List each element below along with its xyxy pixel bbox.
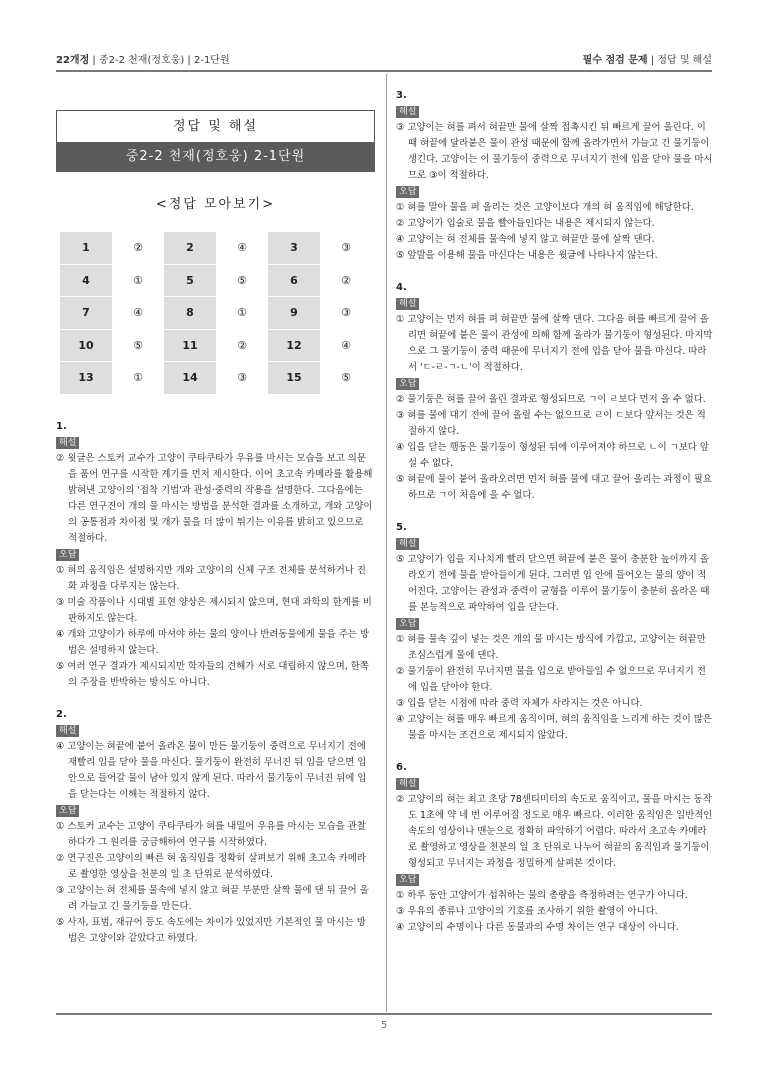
- page-title: 정답 및 해설: [56, 110, 375, 143]
- answer-question-number: 14: [164, 362, 216, 395]
- explanation-tag: 해설: [396, 106, 419, 118]
- header-edition: 22개정: [56, 55, 90, 66]
- explanation-text: ① 고양이는 먼저 혀를 펴 혀끝만 물에 살짝 댄다. 그다음 혀를 빠르게 끌어 올리면 혀끝에 붙은 물이 관성에 의해 함께 올라가 물기둥이 형성된다. 마지막으로 그 물기둥이 중력 때문에 무너지기 전에 입을 닫아 물을 마신다. 따라서 'ㄷ-ㄹ-ㄱ-ㄴ'이 적절하다.: [396, 314, 713, 373]
- footer-divider: [56, 1013, 712, 1015]
- question-number: 5.: [396, 522, 407, 533]
- wrong-answer-tag-row: [56, 547, 374, 563]
- header-left: [56, 51, 230, 66]
- explanation-tag: 해설: [396, 538, 419, 550]
- wrong-answer-item: ⑤ 혀끝에 물이 붙어 올라오려면 먼저 혀를 물에 대고 끌어 올리는 과정이 필요하므로 ㄱ이 처음에 올 수 없다.: [396, 474, 712, 501]
- explanation-tag-row: [396, 104, 714, 120]
- wrong-answer-tag: 오답: [396, 618, 419, 630]
- explanation-text: ③ 고양이는 혀를 펴서 혀끝만 물에 살짝 접촉시킨 뒤 빠르게 끌어 올린다. 이때 혀끝에 달라붙은 물이 관성 때문에 함께 올라가면서 가늘고 긴 물기둥이 생긴다. 고양이는 이 물기둥이 중력으로 무너지기 전에 입을 닫아 물을 마시므로 ③이 적절하다.: [396, 122, 713, 181]
- answer-choice: ①: [216, 297, 268, 330]
- page-number: 5: [380, 1020, 388, 1031]
- answer-question-number: 12: [268, 329, 320, 362]
- wrong-answer-item: ② 물기둥이 완전히 무너지면 물을 입으로 받아들일 수 없으므로 무너지기 전에 입을 닫아야 한다.: [396, 666, 706, 693]
- page-subtitle: 중2-2 천재(정호웅) 2-1단원: [56, 142, 375, 172]
- answer-row: [60, 297, 372, 330]
- answer-question-number: 5: [164, 264, 216, 297]
- wrong-answer-item: ② 물기둥은 혀를 끌어 올린 결과로 형성되므로 ㄱ이 ㄹ보다 먼저 올 수 없다.: [396, 394, 706, 405]
- wrong-answer-item: ① 하루 동안 고양이가 섭취하는 물의 총량을 측정하려는 연구가 아니다.: [396, 890, 688, 901]
- answer-question-number: 2: [164, 232, 216, 264]
- answer-choice: ⑤: [112, 329, 164, 362]
- answer-question-number: 13: [60, 362, 112, 395]
- answer-summary-title: <정답 모아보기>: [155, 197, 276, 212]
- header-course: | 중2-2 천재(정호웅) | 2-1단원: [89, 55, 230, 66]
- wrong-answer-item: ⑤ 앞발을 이용해 물을 마신다는 내용은 윗글에 나타나지 않는다.: [396, 250, 658, 261]
- answer-question-number: 9: [268, 297, 320, 330]
- answer-question-number: 15: [268, 362, 320, 395]
- explanation-tag-row: [56, 723, 374, 739]
- answer-choice: ②: [320, 264, 372, 297]
- answer-choice: ③: [320, 232, 372, 264]
- wrong-answer-item: ② 고양이가 입술로 물을 빨아들인다는 내용은 제시되지 않는다.: [396, 218, 655, 229]
- question-block-2: [56, 707, 374, 947]
- explanation-tag: 해설: [56, 437, 79, 449]
- wrong-answer-tag: 오답: [56, 549, 79, 561]
- wrong-answer-item: ② 연구진은 고양이의 빠른 혀 움직임을 정확히 살펴보기 위해 초고속 카메라로 촬영한 영상을 천분의 일 초 단위로 분석하였다.: [56, 853, 366, 880]
- wrong-answer-item: ④ 고양이는 혀 전체를 물속에 넣지 않고 혀끝만 물에 살짝 댄다.: [396, 234, 655, 245]
- explanation-tag: 해설: [396, 778, 419, 790]
- question-number: 6.: [396, 762, 407, 773]
- explanation-tag-row: [396, 296, 714, 312]
- left-column: [56, 419, 374, 947]
- wrong-answer-item: ⑤ 여러 연구 결과가 제시되지만 학자들의 견해가 서로 대립하지 않으며, 한쪽의 주장을 반박하는 방식도 아니다.: [56, 661, 369, 688]
- answer-question-number: 11: [164, 329, 216, 362]
- answer-row: [60, 362, 372, 395]
- wrong-answer-item: ① 혀의 움직임은 설명하지만 개와 고양이의 신체 구조 전체를 분석하거나 진화 과정을 다루지는 않는다.: [56, 565, 366, 592]
- wrong-answer-tag: 오답: [56, 805, 79, 817]
- wrong-answer-item: ④ 입을 닫는 행동은 물기둥이 형성된 뒤에 이루어져야 하므로 ㄴ이 ㄱ보다 앞설 수 없다.: [396, 442, 709, 469]
- wrong-answer-tag: 오답: [396, 378, 419, 390]
- wrong-answer-tag-row: [396, 376, 714, 392]
- answer-choice: ④: [320, 329, 372, 362]
- answer-question-number: 7: [60, 297, 112, 330]
- wrong-answer-item: ① 혀를 물속 깊이 넣는 것은 개의 물 마시는 방식에 가깝고, 고양이는 혀끝만 조심스럽게 물에 댄다.: [396, 634, 706, 661]
- question-number: 2.: [56, 709, 67, 720]
- wrong-answer-tag: 오답: [396, 186, 419, 198]
- wrong-answer-item: ④ 고양이는 혀를 매우 빠르게 움직이며, 혀의 움직임을 느리게 하는 것이 많은 물을 마시는 조건으로 제시되지 않았다.: [396, 714, 712, 741]
- question-block-6: [396, 760, 714, 936]
- question-number: 1.: [56, 421, 67, 432]
- answer-choice: ①: [112, 264, 164, 297]
- column-divider: [386, 74, 387, 1012]
- explanation-tag: 해설: [56, 725, 79, 737]
- question-block-1: [56, 419, 374, 691]
- answer-row: [60, 232, 372, 264]
- wrong-answer-tag-row: [56, 803, 374, 819]
- wrong-answer-item: ④ 고양이의 수명이나 다른 동물과의 수명 차이는 연구 대상이 아니다.: [396, 922, 679, 933]
- page-header: [56, 49, 712, 67]
- answer-choice: ⑤: [216, 264, 268, 297]
- wrong-answer-item: ④ 개와 고양이가 하루에 마셔야 하는 물의 양이나 반려동물에게 물을 주는 방법은 설명하지 않는다.: [56, 629, 369, 656]
- explanation-tag-row: [56, 435, 374, 451]
- explanation-text: ⑤ 고양이가 입을 지나치게 빨리 닫으면 혀끝에 붙은 물이 충분한 높이까지 올라오기 전에 물을 받아들이게 된다. 그러면 입 안에 들어오는 물의 양이 적어진다. 고양이는 관성과 중력이 균형을 이루어 물기둥이 충분히 올라온 때를 본능적으로 파악하여 입을 닫는다.: [396, 554, 710, 613]
- explanation-tag: 해설: [396, 298, 419, 310]
- question-number: 3.: [396, 90, 407, 101]
- wrong-answer-item: ⑤ 사자, 표범, 재규어 등도 속도에는 차이가 있었지만 기본적인 물 마시는 방법은 고양이와 같았다고 하였다.: [56, 917, 366, 944]
- answer-question-number: 8: [164, 297, 216, 330]
- answer-question-number: 10: [60, 329, 112, 362]
- header-divider: [56, 70, 712, 72]
- wrong-answer-item: ③ 미술 작품이나 시대별 표현 양상은 제시되지 않으며, 현대 과학의 한계를 비판하지도 않는다.: [56, 597, 372, 624]
- wrong-answer-tag-row: [396, 616, 714, 632]
- answer-question-number: 4: [60, 264, 112, 297]
- answer-choice: ②: [112, 232, 164, 264]
- answer-choice: ③: [216, 362, 268, 395]
- answer-choice: ①: [112, 362, 164, 395]
- answer-choice: ③: [320, 297, 372, 330]
- wrong-answer-item: ① 혀를 말아 물을 퍼 올리는 것은 고양이보다 개의 혀 움직임에 해당한다.: [396, 202, 694, 213]
- question-number: 4.: [396, 282, 407, 293]
- header-section: 필수 점검 문제: [582, 55, 648, 66]
- answer-choice: ⑤: [320, 362, 372, 395]
- answer-choice: ④: [112, 297, 164, 330]
- answer-row: [60, 329, 372, 362]
- answer-question-number: 3: [268, 232, 320, 264]
- explanation-text: ④ 고양이는 혀끝에 붙어 올라온 물이 만든 물기둥이 중력으로 무너지기 전에 재빨리 입을 닫아 물을 마신다. 물기둥이 완전히 무너진 뒤 입을 닫으면 입 안으로 들어갈 물이 남아 있지 않게 된다. 따라서 물기둥이 무너진 뒤에 입을 닫는다는 이해는 적절하지 않다.: [56, 741, 367, 800]
- header-right: [583, 51, 712, 66]
- answer-question-number: 6: [268, 264, 320, 297]
- right-column: [396, 88, 714, 936]
- explanation-text: ② 윗글은 스토커 교수가 고양이 쿠타쿠타가 우유를 마시는 모습을 보고 의문을 품어 연구를 시작한 계기를 먼저 제시한다. 이어 초고속 카메라를 활용해 밝혀낸 고양이의 '접착 기법'과 관성·중력의 작용을 설명한다. 그다음에는 다른 연구진이 개의 물 마시는 방법을 분석한 결과를 소개하고, 개와 고양이의 공통점과 차이점 및 개가 물을 더 많이 튀기는 이유를 밝히고 있으므로 적절하다.: [56, 453, 373, 544]
- wrong-answer-tag-row: [396, 872, 714, 888]
- wrong-answer-tag-row: [396, 184, 714, 200]
- explanation-text: ② 고양이의 혀는 최고 초당 78센티미터의 속도로 움직이고, 물을 마시는 동작도 1초에 약 네 번 이루어질 정도로 매우 빠르다. 이러한 움직임은 일반적인 속도의 영상이나 맨눈으로 정확히 파악하기 어렵다. 따라서 초고속 카메라로 촬영하고 영상을 천분의 일 초 단위로 나누어 혀끝의 움직임과 물기둥이 형성되고 무너지는 과정을 정밀하게 살펴본 것이다.: [396, 794, 713, 869]
- answer-choice: ②: [216, 329, 268, 362]
- explanation-tag-row: [396, 776, 714, 792]
- wrong-answer-item: ③ 우유의 종류나 고양이의 기호를 조사하기 위한 촬영이 아니다.: [396, 906, 658, 917]
- answer-choice: ④: [216, 232, 268, 264]
- wrong-answer-tag: 오답: [396, 874, 419, 886]
- answer-table: [60, 232, 372, 395]
- wrong-answer-item: ③ 입을 닫는 시점에 따라 중력 자체가 사라지는 것은 아니다.: [396, 698, 643, 709]
- explanation-tag-row: [396, 536, 714, 552]
- question-block-4: [396, 280, 714, 504]
- header-subsection: | 정답 및 해설: [647, 55, 712, 66]
- question-block-5: [396, 520, 714, 744]
- answer-row: [60, 264, 372, 297]
- question-block-3: [396, 88, 714, 264]
- wrong-answer-item: ③ 혀를 물에 대기 전에 끌어 올릴 수는 없으므로 ㄹ이 ㄷ보다 앞서는 것은 적절하지 않다.: [396, 410, 706, 437]
- answer-question-number: 1: [60, 232, 112, 264]
- wrong-answer-item: ③ 고양이는 혀 전체를 물속에 넣지 않고 혀끝 부분만 살짝 물에 댄 뒤 끌어 올려 가늘고 긴 물기둥을 만든다.: [56, 885, 369, 912]
- wrong-answer-item: ① 스토커 교수는 고양이 쿠타쿠타가 혀를 내밀어 우유를 마시는 모습을 관찰하다가 그 원리를 궁금해하여 연구를 시작하였다.: [56, 821, 366, 848]
